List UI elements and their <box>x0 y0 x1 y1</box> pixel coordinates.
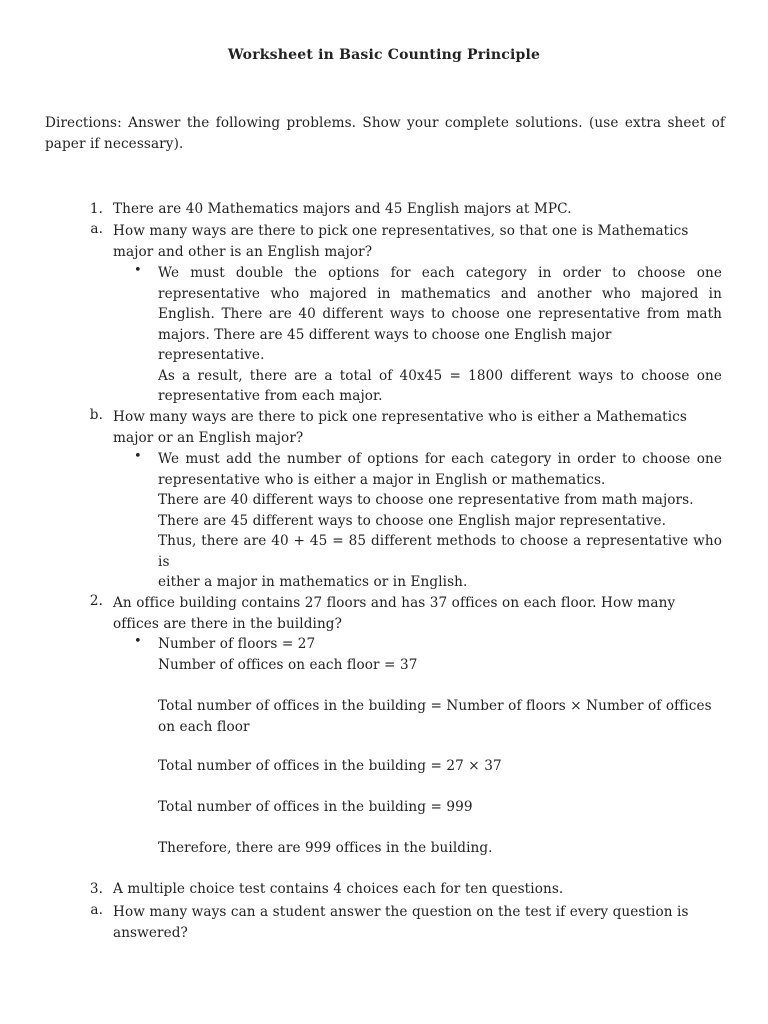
subquestion-text <box>113 902 733 943</box>
bullet-icon: • <box>134 634 142 649</box>
question-number: 3. <box>89 881 103 897</box>
answer-line: on each floor <box>158 718 250 735</box>
directions-line: paper if necessary). <box>45 135 184 152</box>
answer-line: There are 40 different ways to choose one representative from math majors. <box>158 492 694 508</box>
answer-line: There are 45 different ways to choose one English major representative. <box>158 512 667 529</box>
subquestion-text <box>113 221 733 262</box>
answer-block <box>158 634 722 675</box>
subquestion-line: major or an English major? <box>113 429 304 446</box>
answer-block <box>158 449 722 593</box>
answer-line: Number of offices on each floor = 37 <box>158 656 418 673</box>
answer-line: Total number of offices in the building = 999 <box>158 799 473 815</box>
directions <box>45 113 725 154</box>
answer-line: English. There are 40 different ways to choose one representative from math <box>158 306 722 322</box>
answer-line: representative who majored in mathematics and another who majored in <box>158 285 722 302</box>
answer-line: Thus, there are 40 + 45 = 85 different methods to choose a representative who is <box>158 533 722 570</box>
subquestion-letter: b. <box>89 407 103 423</box>
answer-line: We must add the number of options for each category in order to choose one <box>158 451 722 467</box>
question-line: An office building contains 27 floors and has 37 offices on each floor. How many <box>113 595 676 611</box>
answer-line: representative from each major. <box>158 388 383 404</box>
question-text: There are 40 Mathematics majors and 45 English majors at MPC. <box>113 201 572 217</box>
bullet-icon: • <box>134 449 142 464</box>
directions-line: Directions: Answer the following problems. Show your complete solutions. (use extra sheet of <box>45 115 725 131</box>
answer-block <box>158 696 722 737</box>
answer-line: Total number of offices in the building = 27 × 37 <box>158 758 502 774</box>
question-number: 2. <box>89 593 103 609</box>
subquestion-line: How many ways are there to pick one representative who is either a Mathematics <box>113 409 687 425</box>
subquestion-line: answered? <box>113 924 188 941</box>
answer-line: Number of floors = 27 <box>158 636 316 652</box>
question-line: offices are there in the building? <box>113 615 342 632</box>
answer-line: representative who is either a major in English or mathematics. <box>158 471 606 488</box>
answer-line: either a major in mathematics or in English. <box>158 574 468 590</box>
question-text <box>113 593 733 634</box>
answer-line: Therefore, there are 999 offices in the building. <box>158 840 493 856</box>
answer-line: As a result, there are a total of 40x45 = 1800 different ways to choose one <box>158 367 722 384</box>
bullet-icon: • <box>134 263 142 278</box>
answer-block <box>158 263 722 407</box>
subquestion-line: major and other is an English major? <box>113 243 373 260</box>
subquestion-line: How many ways are there to pick one representatives, so that one is Mathematics <box>113 223 689 239</box>
question-text: A multiple choice test contains 4 choices each for ten questions. <box>113 881 564 897</box>
subquestion-line: How many ways can a student answer the question on the test if every question is <box>113 904 689 920</box>
question-number: 1. <box>89 201 103 217</box>
subquestion-text <box>113 407 733 448</box>
worksheet-title: Worksheet in Basic Counting Principle <box>227 47 541 63</box>
answer-line: majors. There are 45 different ways to choose one English major representative. <box>158 326 612 363</box>
subquestion-letter: a. <box>90 902 103 918</box>
answer-line: Total number of offices in the building = Number of floors × Number of offices <box>158 698 712 714</box>
subquestion-letter: a. <box>90 221 103 237</box>
answer-line: We must double the options for each category in order to choose one <box>158 265 722 281</box>
